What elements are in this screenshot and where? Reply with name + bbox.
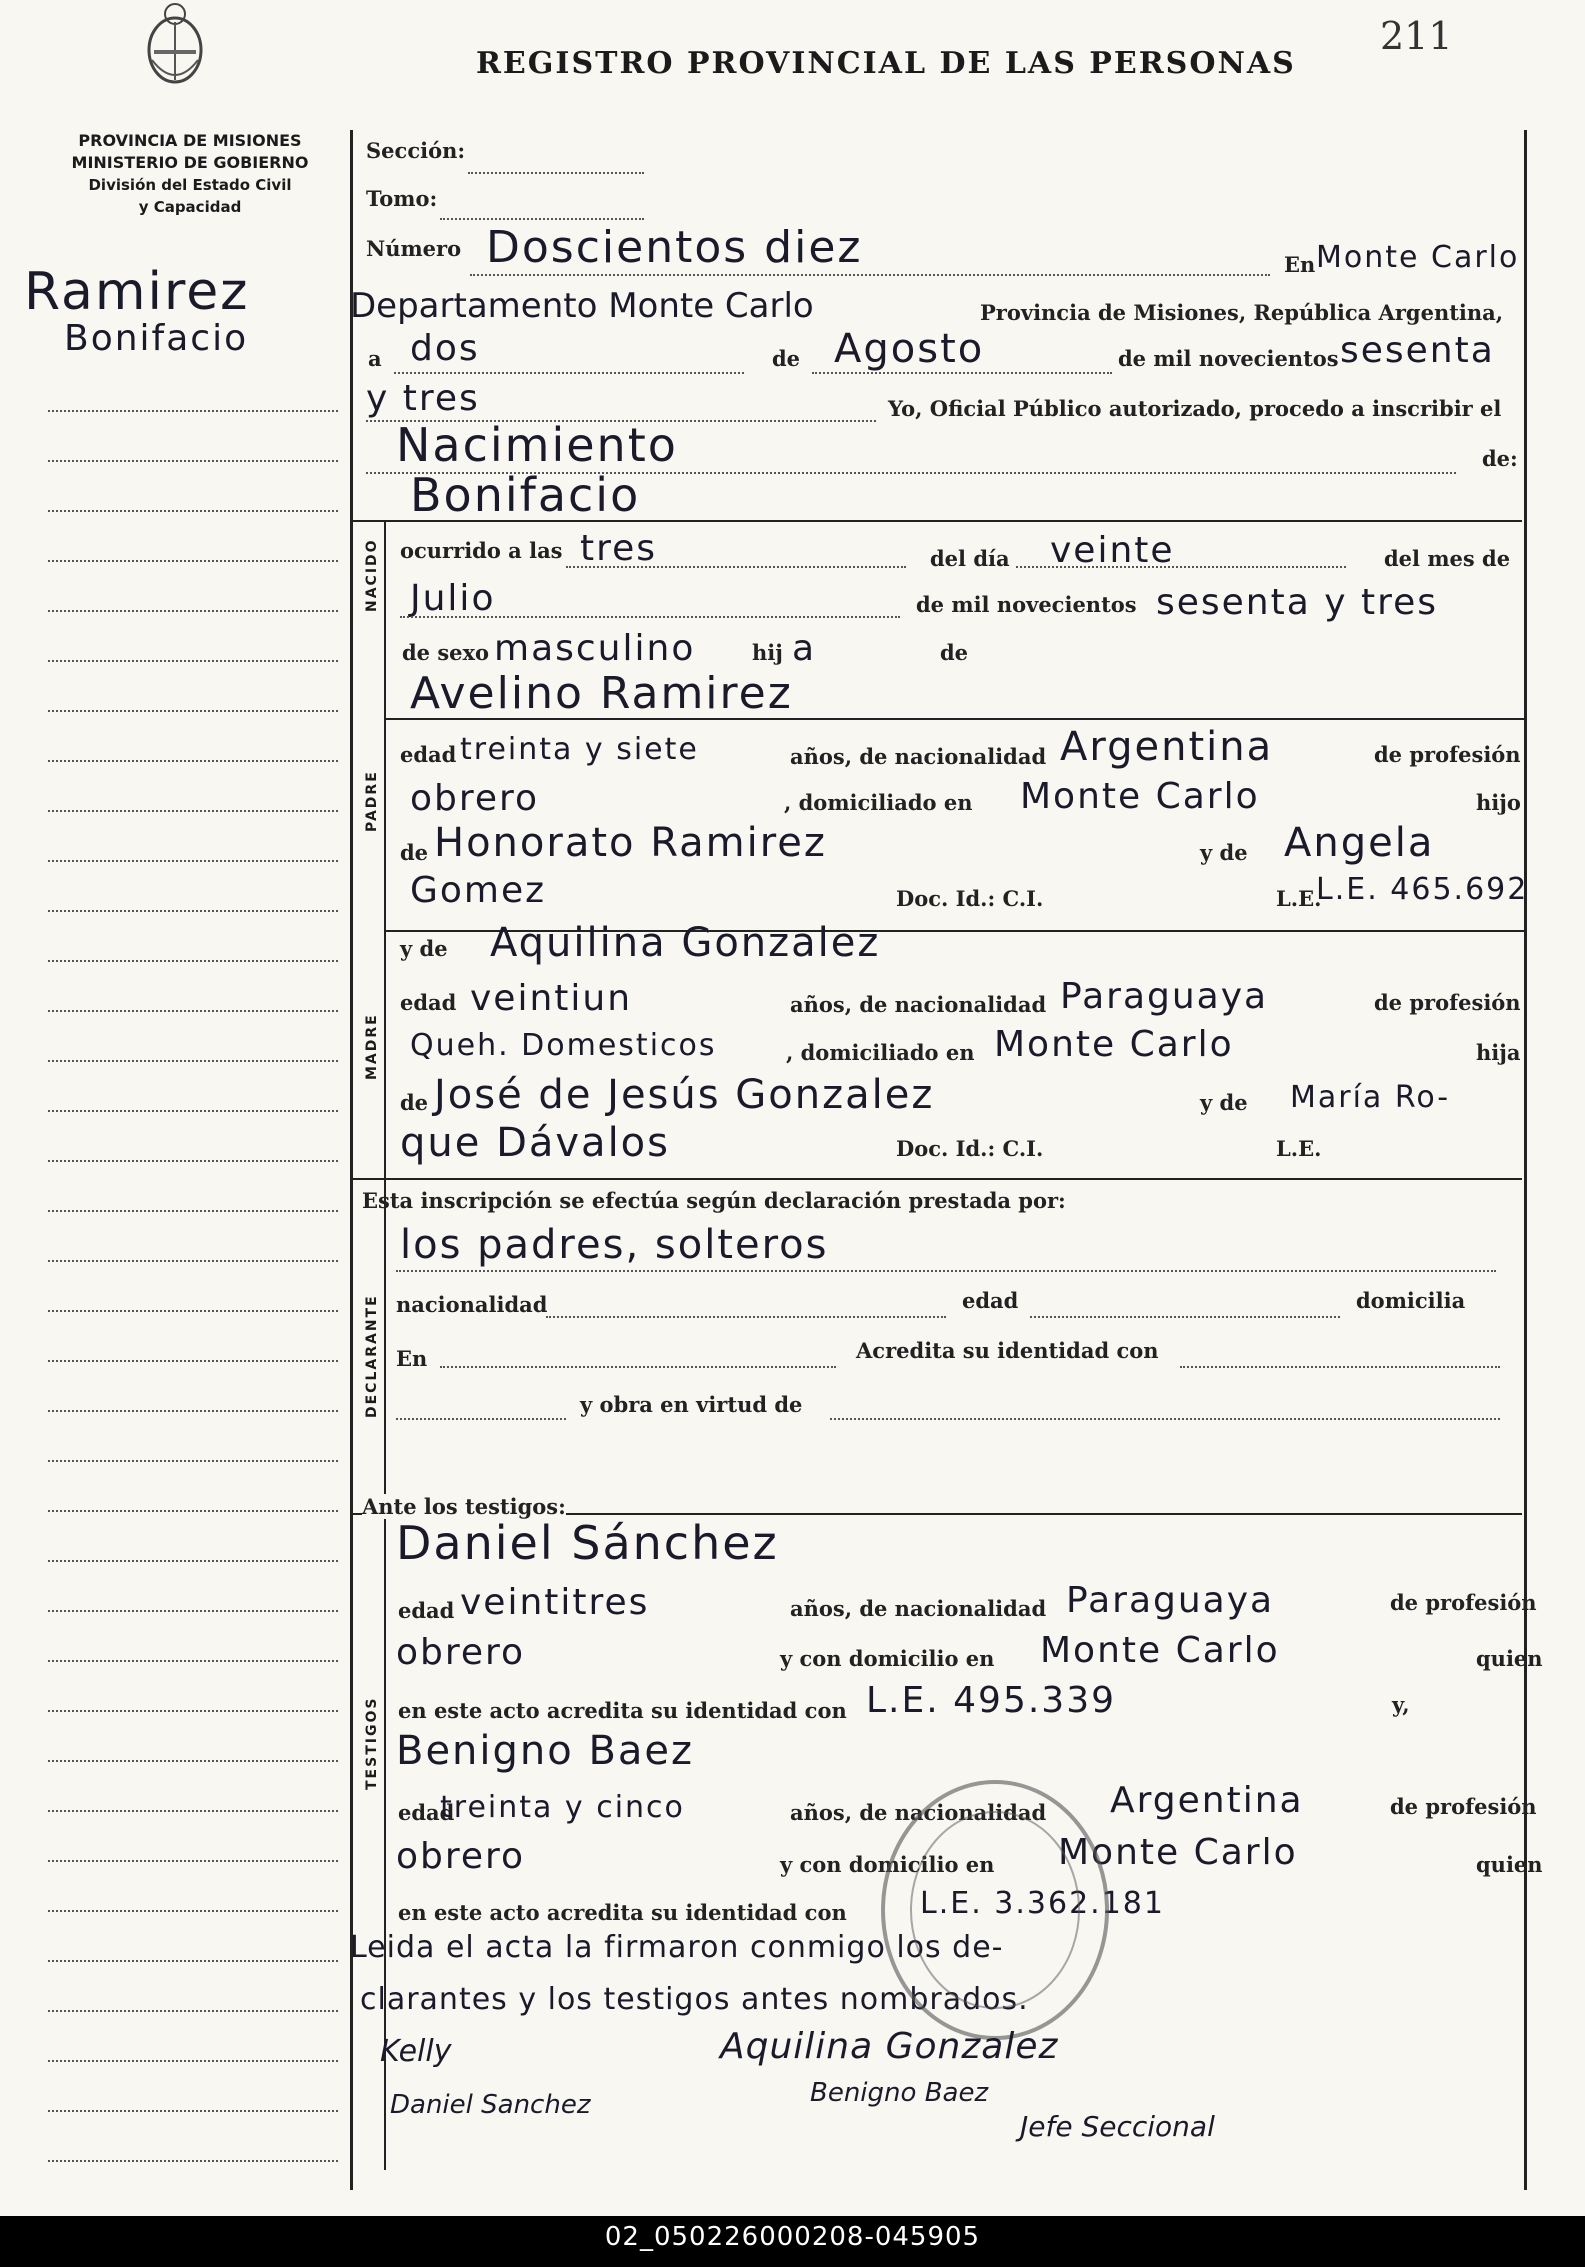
value-testigo2-edad: treinta y cinco [440, 1790, 685, 1825]
label-tomo: Tomo: [366, 186, 438, 211]
value-hijo-suffix: a [792, 628, 817, 669]
label-hijo: hij [752, 640, 783, 665]
value-madre-madre-b: que Dávalos [400, 1120, 670, 1166]
label-edad-padre: edad [400, 742, 457, 767]
value-padre-nombre: Avelino Ramirez [410, 668, 793, 719]
label-y-de-p: y de [1200, 840, 1248, 865]
value-madre-nombre: Aquilina Gonzalez [490, 920, 881, 966]
value-padre-domicilio: Monte Carlo [1020, 776, 1260, 817]
value-testigo1-nacionalidad: Paraguaya [1066, 1580, 1275, 1621]
label-domiciliado: , domiciliado en [784, 790, 973, 815]
value-testigo1-profesion: obrero [396, 1632, 526, 1673]
label-domiciliada: , domiciliado en [786, 1040, 975, 1065]
label-seccion: Sección: [366, 138, 466, 163]
value-madre-domicilio: Monte Carlo [994, 1024, 1234, 1065]
label-y-comma: y, [1392, 1692, 1410, 1717]
label-numero: Número [366, 236, 462, 261]
value-nombre-inscripto: Bonifacio [410, 468, 641, 522]
issuer-header [40, 130, 340, 218]
label-yo-oficial: Yo, Oficial Público autorizado, procedo a inscribir el [888, 396, 1502, 421]
value-testigo2-profesion: obrero [396, 1836, 526, 1877]
label-profesion-madre: de profesión [1374, 990, 1521, 1015]
label-edad-t2: edad [398, 1800, 455, 1825]
value-madre-nacionalidad: Paraguaya [1060, 976, 1269, 1017]
page-number: 211 [1380, 14, 1453, 58]
label-anos-nac-t2: años, de nacionalidad [790, 1800, 1047, 1825]
label-doc-madre: Doc. Id.: C.I. [896, 1136, 1044, 1161]
value-testigo1-edad: veintitres [460, 1582, 650, 1623]
section-inner-border [384, 520, 386, 2170]
label-profesion-t2: de profesión [1390, 1794, 1537, 1819]
label-edad-t1: edad [398, 1598, 455, 1623]
label-de-mil: de mil novecientos [1118, 346, 1339, 371]
value-anio-nac: sesenta y tres [1156, 582, 1439, 623]
value-numero: Doscientos diez [486, 222, 863, 273]
value-testigo2-nacionalidad: Argentina [1110, 1780, 1304, 1821]
label-hijo-end: hijo [1476, 790, 1521, 815]
label-en-este-acto-t1: en este acto acredita su identidad con [398, 1698, 847, 1723]
label-a: a [368, 346, 382, 371]
issuer-division: División del Estado Civil [88, 176, 292, 194]
value-testigo1-domicilio: Monte Carlo [1040, 1630, 1280, 1671]
label-con-domicilio-t1: y con domicilio en [780, 1646, 995, 1671]
signature-1: Kelly [380, 2034, 452, 2069]
label-en: En [1284, 252, 1316, 277]
label-doc-padre: Doc. Id.: C.I. [896, 886, 1044, 911]
value-testigo2-doc: L.E. 3.362.181 [920, 1886, 1165, 1921]
label-le-padre: L.E. [1276, 886, 1322, 911]
value-dia-nac: veinte [1050, 530, 1175, 571]
label-y-de-madre: y de [400, 936, 448, 961]
label-ante-testigos: Ante los testigos: [362, 1494, 566, 1519]
label-del-mes: del mes de [1384, 546, 1511, 571]
value-declarante: los padres, solteros [400, 1222, 829, 1268]
label-provincia: Provincia de Misiones, República Argentina, [980, 300, 1504, 325]
label-anos-nac-madre: años, de nacionalidad [790, 992, 1047, 1017]
label-de-sexo: de sexo [402, 640, 490, 665]
value-madre-profesion: Queh. Domesticos [410, 1028, 717, 1063]
value-padre-edad: treinta y siete [460, 732, 699, 767]
value-cierre-2: clarantes y los testigos antes nombrados. [360, 1982, 1029, 2017]
value-hora: tres [580, 528, 658, 569]
label-de-mil-nac: de mil novecientos [916, 592, 1137, 617]
value-madre-padre: José de Jesús Gonzalez [434, 1072, 935, 1118]
signature-5: Jefe Seccional [1020, 2110, 1215, 2143]
label-le-madre: L.E. [1276, 1136, 1322, 1161]
label-de-abuelo-p: de [400, 840, 429, 865]
value-testigo1-nombre: Daniel Sánchez [396, 1516, 779, 1570]
label-del-dia: del día [930, 546, 1010, 571]
label-de-padres: de [940, 640, 969, 665]
label-nacionalidad-decl: nacionalidad [396, 1292, 548, 1317]
label-profesion-t1: de profesión [1390, 1590, 1537, 1615]
label-de-mes: de [772, 346, 801, 371]
issuer-ministry: MINISTERIO DE GOBIERNO [71, 153, 309, 172]
value-localidad: Monte Carlo [1316, 240, 1520, 275]
page-title: REGISTRO PROVINCIAL DE LAS PERSONAS [476, 46, 1296, 81]
label-profesion-padre: de profesión [1374, 742, 1521, 767]
value-anio-registro-a: sesenta [1340, 330, 1495, 371]
label-quien-t1: quien [1476, 1646, 1543, 1671]
value-padre-madre-a: Angela [1284, 820, 1435, 866]
value-sexo: masculino [494, 628, 696, 669]
main-right-border [1524, 130, 1527, 2190]
label-anos-nac-padre: años, de nacionalidad [790, 744, 1047, 769]
footer-id: 02_050226000208-045905 [604, 2222, 981, 2252]
value-cierre-1: Leida el acta la firmaron conmigo los de- [350, 1930, 1004, 1965]
section-label-padre: PADRE [364, 770, 380, 832]
value-padre-padre: Honorato Ramirez [434, 820, 827, 866]
value-mes-registro: Agosto [834, 326, 985, 372]
value-departamento: Departamento Monte Carlo [350, 286, 814, 326]
issuer-province: PROVINCIA DE MISIONES [78, 131, 302, 150]
label-quien-t2: quien [1476, 1852, 1543, 1877]
value-testigo2-domicilio: Monte Carlo [1058, 1832, 1298, 1873]
issuer-capacity: y Capacidad [138, 198, 242, 216]
section-label-testigos: TESTIGOS [364, 1696, 380, 1790]
label-edad-decl: edad [962, 1288, 1019, 1313]
value-anio-registro-b: y tres [366, 378, 480, 419]
section-label-nacido: NACIDO [364, 538, 380, 612]
section-label-declarante: DECLARANTE [364, 1294, 380, 1418]
signature-4: Benigno Baez [810, 2078, 989, 2108]
section-label-madre: MADRE [364, 1013, 380, 1080]
margin-given-name: Bonifacio [64, 318, 249, 359]
signature-2: Aquilina Gonzalez [720, 2026, 1059, 2067]
main-left-border [350, 130, 353, 2190]
label-y-obra: y obra en virtud de [580, 1392, 803, 1417]
value-testigo2-nombre: Benigno Baez [396, 1728, 695, 1774]
label-de-colon: de: [1482, 446, 1518, 471]
label-y-de-m: y de [1200, 1090, 1248, 1115]
value-dia-registro: dos [410, 328, 480, 369]
label-acredita: Acredita su identidad con [856, 1338, 1159, 1363]
label-hija-end: hija [1476, 1040, 1521, 1065]
label-en-decl: En [396, 1346, 428, 1371]
rule-declarante [352, 1178, 1522, 1180]
coat-of-arms-emblem [140, 0, 210, 90]
value-testigo1-doc: L.E. 495.339 [866, 1680, 1117, 1721]
label-en-este-acto-t2: en este acto acredita su identidad con [398, 1900, 847, 1925]
label-esta-inscripcion: Esta inscripción se efectúa según declaración prestada por: [362, 1188, 1066, 1213]
value-madre-madre-a: María Ro- [1290, 1080, 1451, 1115]
value-padre-nacionalidad: Argentina [1060, 724, 1274, 770]
label-domicilia: domicilia [1356, 1288, 1466, 1313]
label-anos-nac-t1: años, de nacionalidad [790, 1596, 1047, 1621]
margin-surname: Ramirez [24, 262, 250, 322]
value-mes-nac: Julio [410, 578, 496, 619]
official-seal-stamp [870, 1770, 1120, 2050]
label-con-domicilio-t2: y con domicilio en [780, 1852, 995, 1877]
label-de-abuelo-m: de [400, 1090, 429, 1115]
value-tipo-acta: Nacimiento [396, 418, 678, 472]
label-edad-madre: edad [400, 990, 457, 1015]
label-ocurrido: ocurrido a las [400, 538, 563, 563]
value-padre-le: L.E. 465.692 [1316, 872, 1529, 907]
value-padre-profesion: obrero [410, 778, 540, 819]
value-padre-madre-b: Gomez [410, 870, 547, 911]
signature-3: Daniel Sanchez [390, 2090, 591, 2120]
value-madre-edad: veintiun [470, 978, 633, 1019]
